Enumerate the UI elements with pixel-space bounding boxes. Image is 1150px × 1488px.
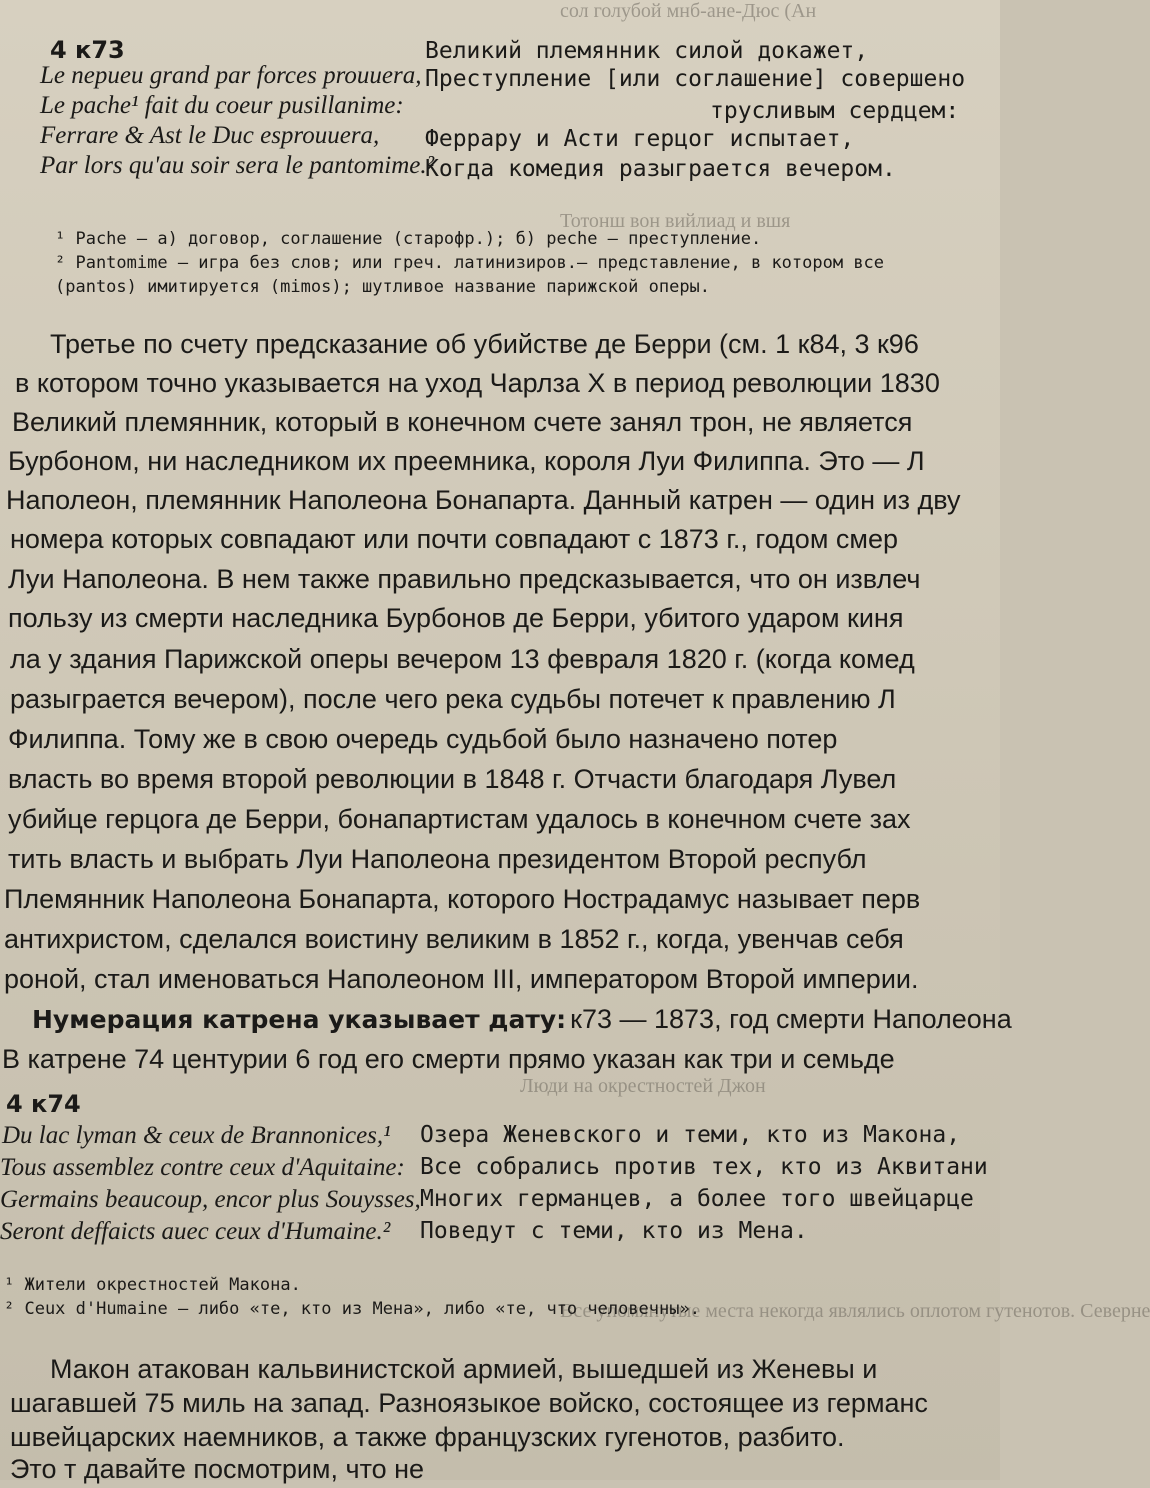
paragraph-line: Третье по счету предсказание об убийстве де Берри (см. 1 к84, 3 к96 <box>50 329 919 359</box>
russian-verse-line: Все собрались против тех, кто из Аквитани <box>420 1154 988 1180</box>
paragraph-line: роной, стал именоваться Наполеоном III, императором Второй империи. <box>4 964 919 994</box>
french-verse-line: Tous assemblez contre ceux d'Aquitaine: <box>0 1154 405 1181</box>
paragraph-line: Макон атакован кальвинистской армией, вышедшей из Женевы и <box>50 1354 878 1384</box>
paragraph-line: номера которых совпадают или почти совпадают с 1873 г., годом смер <box>10 524 898 554</box>
bleed-through-text: сол голубой мнб-ане-Дюс (Ан <box>560 0 817 22</box>
paragraph-line: в котором точно указывается на уход Чарлза X в период революции 1830 <box>15 368 940 398</box>
footnote: ² Ceux d'Humaine — либо «те, кто из Мена», либо «те, что человечны». <box>4 1299 700 1319</box>
bleed-through-text: Люди на окрестностей Джон <box>520 1075 766 1097</box>
bleed-through-text: Тотонш вон вийлиад и вшя <box>560 210 791 232</box>
dating-note-line-2: В катрене 74 центурии 6 год его смерти прямо указан как три и семьде <box>2 1044 895 1074</box>
paragraph-line: Племянник Наполеона Бонапарта, которого Нострадамус называет перв <box>4 884 921 914</box>
paragraph-line: антихристом, сделался воистину великим в 1852 г., когда, увенчав себя <box>4 924 904 954</box>
russian-verse-line: Многих германцев, а более того швейцарце <box>420 1186 974 1212</box>
french-verse-line: Ferrare & Ast le Duc esprouuera, <box>40 122 380 149</box>
paragraph-line: пользу из смерти наследника Бурбонов де Берри, убитого ударом киня <box>8 603 904 633</box>
paragraph-line: Филиппа. Тому же в свою очередь судьбой было назначено потер <box>8 724 838 754</box>
paragraph-line: Великий племянник, который в конечном счете занял трон, не является <box>12 407 913 437</box>
paragraph-line: власть во время второй революции в 1848 г. Отчасти благодаря Лувел <box>8 764 897 794</box>
paragraph-line: швейцарских наемников, а также французских гугенотов, разбито. <box>10 1422 845 1452</box>
russian-verse-line: Озера Женевского и теми, кто из Макона, <box>420 1122 961 1148</box>
russian-verse-line: Великий племянник силой докажет, <box>425 38 869 64</box>
paragraph-line: Луи Наполеона. В нем также правильно предсказывается, что он извлеч <box>8 564 921 594</box>
footnote: (pantos) имитируется (mimos); шутливое название парижской оперы. <box>55 277 711 297</box>
bleed-through-text: Все упомянутые места некогда являлись оплотом гутенотов. Северне <box>560 1300 1150 1322</box>
paragraph-line: шагавшей 75 миль на запад. Разноязыкое войско, состоящее из германс <box>10 1388 928 1418</box>
russian-verse-line: Поведут с теми, кто из Мена. <box>420 1218 808 1244</box>
french-verse-line: Par lors qu'au soir sera le pantomime.² <box>40 152 435 179</box>
french-verse-line: Le nepueu grand par forces prouuera, <box>40 62 422 89</box>
dating-note-bold: Нумерация катрена указывает дату: <box>32 1005 567 1034</box>
dating-note <box>32 1000 1012 1038</box>
paragraph-line: Наполеон, племянник Наполеона Бонапарта. Данный катрен — один из дву <box>6 485 961 515</box>
russian-verse-line: трусливым сердцем: <box>710 98 960 124</box>
french-verse-line: Germains beaucoup, encor plus Souysses, <box>0 1186 421 1213</box>
quatrain-73-heading: 4 к73 <box>50 36 125 64</box>
footnote: ¹ Жители окрестностей Макона. <box>4 1275 301 1295</box>
paragraph-line: тить власть и выбрать Луи Наполеона президентом Второй республ <box>8 844 867 874</box>
paragraph-line: ла у здания Парижской оперы вечером 13 февраля 1820 г. (когда комед <box>10 644 915 674</box>
french-verse-line: Le pache¹ fait du coeur pusillanime: <box>40 92 404 119</box>
dating-note-text: к73 — 1873, год смерти Наполеона <box>570 1004 1012 1034</box>
paragraph-line: убийце герцога де Берри, бонапартистам удалось в конечном счете зах <box>8 804 911 834</box>
russian-verse-line: Феррару и Асти герцог испытает, <box>425 126 855 152</box>
french-verse-line: Du lac lyman & ceux de Brannonices,¹ <box>2 1122 391 1149</box>
paragraph-line: Бурбоном, ни наследником их преемника, короля Луи Филиппа. Это — Л <box>8 446 925 476</box>
footnote: ² Pantomime — игра без слов; или греч. латинизиров.— представление, в котором все <box>55 253 885 273</box>
quatrain-74-heading: 4 к74 <box>6 1090 81 1118</box>
french-verse-line: Seront deffaicts auec ceux d'Humaine.² <box>0 1218 391 1245</box>
russian-verse-line: Преступление [или соглашение] совершено <box>425 66 966 92</box>
footnote: ¹ Pache — а) договор, соглашение (старофр.); б) peche — преступление. <box>55 229 762 249</box>
russian-verse-line: Когда комедия разыграется вечером. <box>425 156 896 182</box>
paragraph-line: Это т давайте посмотрим, что не <box>10 1454 425 1484</box>
paragraph-line: разыграется вечером), после чего река судьбы потечет к правлению Л <box>10 684 896 714</box>
